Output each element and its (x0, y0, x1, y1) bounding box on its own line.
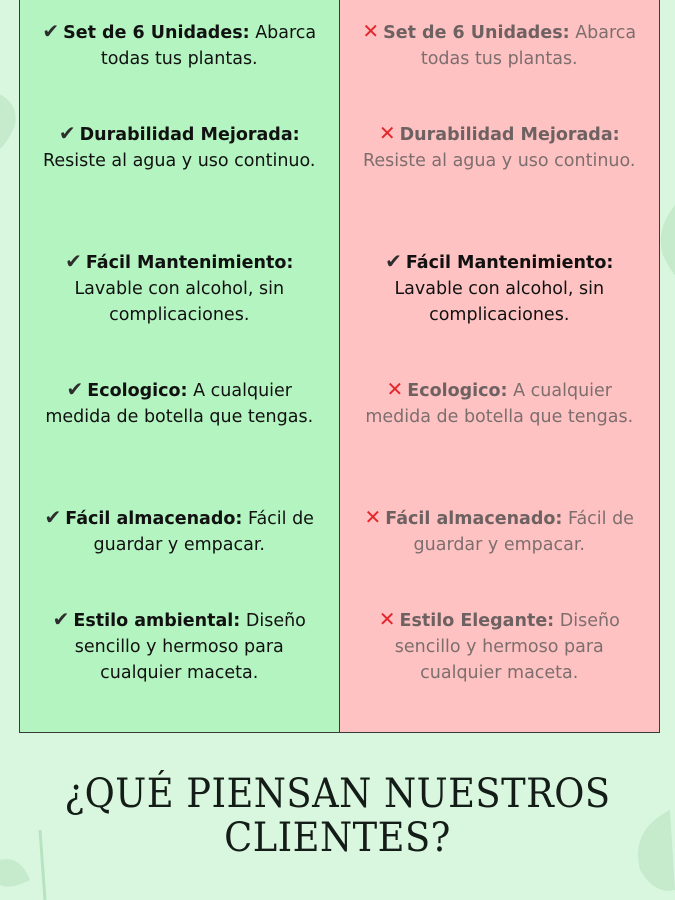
bad-item-title: Durabilidad Mejorada: (399, 125, 620, 145)
bad-item-1 (340, 18, 660, 72)
good-item-title: Fácil Mantenimiento: (85, 253, 294, 273)
bad-item-title: Fácil almacenado: (385, 509, 563, 529)
good-item-title: Estilo ambiental: (73, 611, 241, 631)
bad-item-2 (340, 120, 660, 174)
bad-item-text: A cualquier medida de botella que tengas. (365, 381, 634, 427)
bad-item-5 (340, 504, 660, 558)
bad-item-text: Abarca todas tus plantas. (420, 23, 637, 69)
bad-item-text: Fácil de guardar y empacar. (413, 509, 634, 555)
bad-item-title: Ecologico: (407, 381, 508, 401)
cross-icon: ✕ (364, 505, 382, 529)
check-icon: ✔ (42, 19, 60, 43)
good-item-text: Resiste al agua y uso continuo. (43, 151, 316, 171)
good-item-title: Ecologico: (87, 381, 188, 401)
check-icon: ✔ (52, 607, 70, 631)
cross-icon: ✕ (386, 377, 404, 401)
bad-column (340, 0, 660, 732)
bad-item-text: Resiste al agua y uso continuo. (363, 151, 636, 171)
good-item-text: Fácil de guardar y empacar. (93, 509, 314, 555)
good-item-title: Durabilidad Mejorada: (79, 125, 300, 145)
bad-item-title: Set de 6 Unidades: (383, 23, 570, 43)
good-item-3 (20, 248, 339, 328)
comparison-table (19, 0, 660, 733)
good-item-title: Fácil almacenado: (65, 509, 243, 529)
check-icon: ✔ (65, 249, 82, 273)
heading-line-1: ¿QUÉ PIENSAN NUESTROS (64, 771, 611, 817)
good-item-text: Abarca todas tus plantas. (100, 23, 317, 69)
good-item-1 (20, 18, 339, 72)
section-heading (27, 772, 648, 860)
good-item-text: A cualquier medida de botella que tengas. (45, 381, 314, 427)
bad-item-text: Lavable con alcohol, sin complicaciones. (394, 279, 605, 325)
good-item-4 (20, 376, 339, 430)
good-item-2 (20, 120, 339, 174)
bad-item-6 (340, 606, 660, 686)
check-icon: ✔ (66, 377, 84, 401)
good-item-5 (20, 504, 339, 558)
bad-item-title: Estilo Elegante: (399, 611, 555, 631)
good-column (20, 0, 340, 732)
good-item-text: Diseño sencillo y hermoso para cualquier maceta. (74, 611, 306, 683)
check-icon: ✔ (44, 505, 62, 529)
good-item-title: Set de 6 Unidades: (63, 23, 250, 43)
cross-icon: ✕ (378, 607, 396, 631)
good-item-6 (20, 606, 339, 686)
bad-item-4 (340, 376, 660, 430)
heading-line-2: CLIENTES? (224, 815, 451, 861)
bad-item-title: Fácil Mantenimiento: (405, 253, 614, 273)
cross-icon: ✕ (362, 19, 380, 43)
check-icon: ✔ (58, 121, 76, 145)
check-icon: ✔ (385, 249, 402, 273)
good-item-text: Lavable con alcohol, sin complicaciones. (74, 279, 285, 325)
bad-item-3 (340, 248, 660, 328)
cross-icon: ✕ (378, 121, 396, 145)
bad-item-text: Diseño sencillo y hermoso para cualquier maceta. (394, 611, 620, 683)
